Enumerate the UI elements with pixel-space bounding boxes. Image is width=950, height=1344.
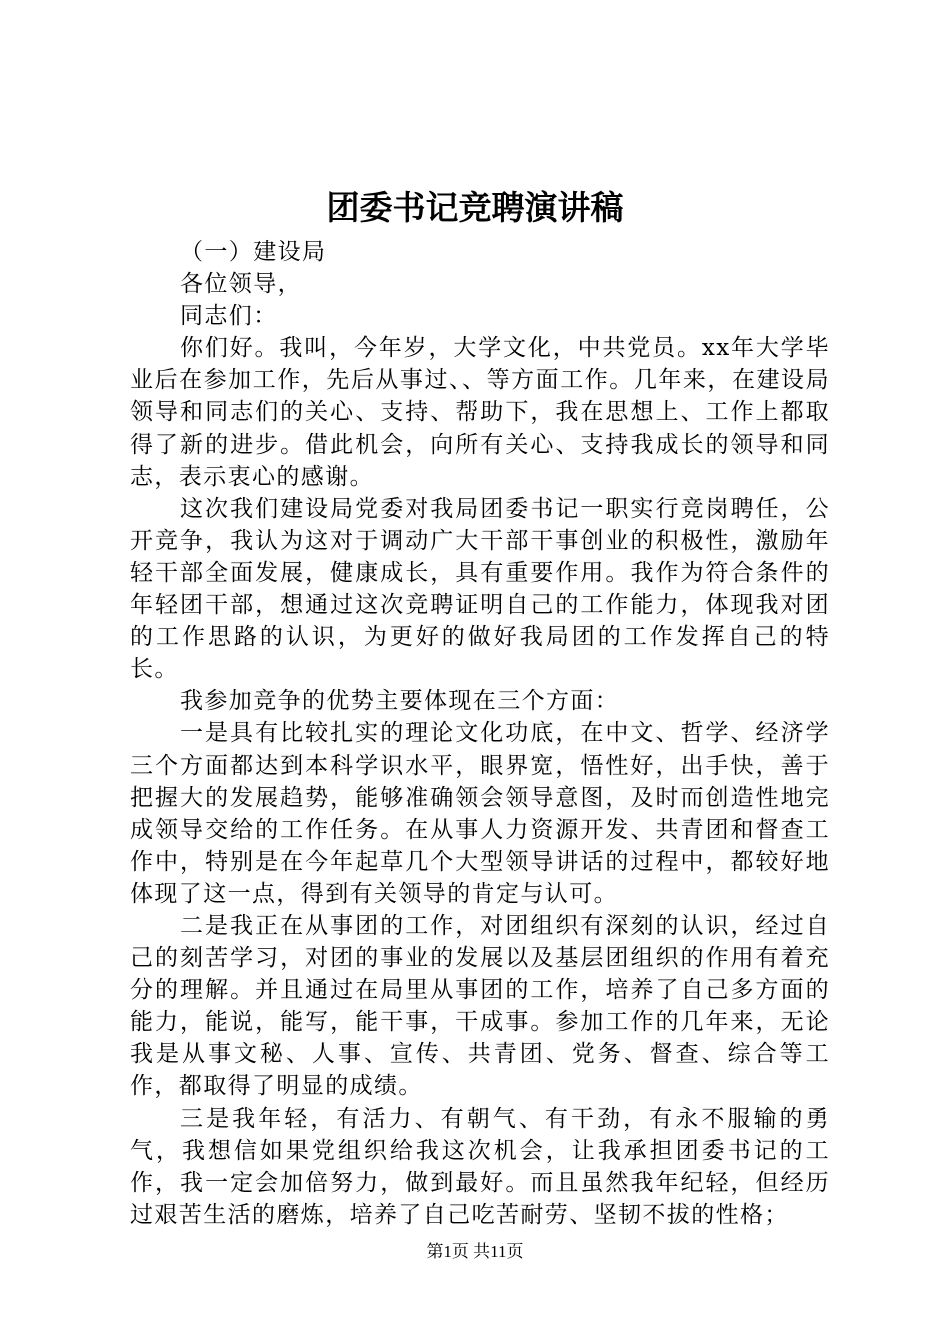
paragraph-advantages-intro: 我参加竞争的优势主要体现在三个方面： — [180, 688, 620, 715]
page-number-footer: 第1页 共11页 — [426, 1242, 524, 1261]
paragraph-section-label: （一）建设局 — [180, 239, 327, 265]
document-body — [130, 236, 830, 1231]
document-title: 团委书记竞聘演讲稿 — [326, 188, 624, 227]
paragraph-introduction: 你们好。我叫，今年岁，大学文化，中共党员。xx年大学毕业后在参加工作，先后从事过、、等方面工作。几年来，在建设局领导和同志们的关心、支持、帮助下，我在思想上、工作上都取得了新的进步。借此机会，向所有关心、支持我成长的领导和同志，表示衷心的感谢。 — [130, 335, 830, 490]
paragraph-salutation-comrades: 同志们： — [180, 303, 278, 330]
paragraph-purpose: 这次我们建设局党委对我局团委书记一职实行竞岗聘任，公开竞争，我认为这对于调动广大干部干事创业的积极性，激励年轻干部全面发展，健康成长，具有重要作用。我作为符合条件的年轻团干部，想通过这次竞聘证明自己的工作能力，体现我对团的工作思路的认识，为更好的做好我局团的工作发挥自己的特长。 — [130, 495, 830, 683]
paragraph-advantage-two: 二是我正在从事团的工作，对团组织有深刻的认识，经过自己的刻苦学习，对团的事业的发展以及基层团组织的作用有着充分的理解。并且通过在局里从事团的工作，培养了自己多方面的能力，能说，能写，能干事，干成事。参加工作的几年来，无论我是从事文秘、人事、宣传、共青团、党务、督查、综合等工作，都取得了明显的成绩。 — [130, 912, 830, 1100]
paragraph-advantage-three: 三是我年轻，有活力、有朝气、有干劲，有永不服输的勇气，我想信如果党组织给我这次机会，让我承担团委书记的工作，我一定会加倍努力，做到最好。而且虽然我年纪轻，但经历过艰苦生活的磨炼，培养了自己吃苦耐劳、坚韧不拔的性格； — [130, 1105, 830, 1228]
paragraph-salutation-leaders: 各位领导， — [180, 271, 302, 298]
paragraph-advantage-one: 一是具有比较扎实的理论文化功底，在中文、哲学、经济学三个方面都达到本科学识水平，眼界宽，悟性好，出手快，善于把握大的发展趋势，能够准确领会领导意图，及时而创造性地完成领导交给的工作任务。在从事人力资源开发、共青团和督查工作中，特别是在今年起草几个大型领导讲话的过程中，都较好地体现了这一点，得到有关领导的肯定与认可。 — [130, 720, 830, 907]
